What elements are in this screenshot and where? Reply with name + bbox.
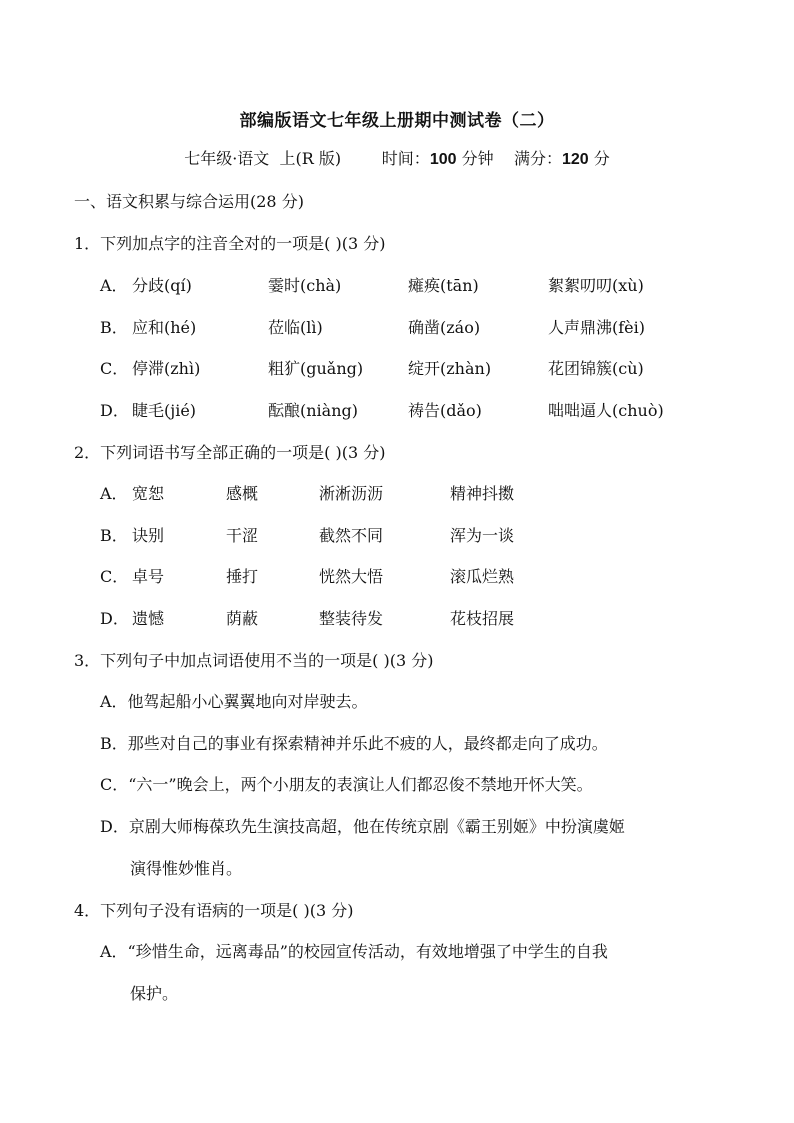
- q3-option-c: C．“六一”晚会上，两个小朋友的表演让人们都忍俊不禁地开怀大笑。: [100, 775, 593, 794]
- question-1-stem: 1．下列加点字的注音全对的一项是( )(3 分): [74, 234, 386, 253]
- option-item: 确凿(záo): [408, 318, 481, 337]
- option-item: 粗犷(guǎng): [268, 359, 364, 378]
- option-label: C．: [100, 567, 129, 586]
- option-item: 花枝招展: [450, 609, 515, 628]
- q3-option-d: D．京剧大师梅葆玖先生演技高超，他在传统京剧《霸王别姬》中扮演虞姬: [100, 817, 625, 836]
- option-item: 感概: [226, 484, 259, 503]
- time-value: 100: [429, 151, 457, 168]
- exam-info: [0, 146, 794, 169]
- score-unit: 分: [588, 149, 610, 168]
- option-item: 淅淅沥沥: [319, 484, 384, 503]
- option-item: 祷告(dǎo): [408, 401, 482, 420]
- option-item: 睫毛(jié): [132, 401, 197, 420]
- option-item: 絮絮叨叨(xù): [548, 276, 644, 295]
- q3-option-b: B．那些对自己的事业有探索精神并乐此不疲的人，最终都走向了成功。: [100, 734, 608, 753]
- option-item: 浑为一谈: [450, 526, 515, 545]
- option-item: 霎时(chà): [268, 276, 342, 295]
- question-3-stem: 3．下列句子中加点词语使用不当的一项是( )(3 分): [74, 651, 434, 670]
- option-item: 酝酿(niàng): [268, 401, 358, 420]
- option-label: A．: [100, 276, 128, 295]
- option-item: 宽恕: [132, 484, 165, 503]
- option-label: D．: [100, 609, 129, 628]
- section-heading: 一、语文积累与综合运用(28 分): [74, 192, 304, 211]
- option-item: 遗憾: [132, 609, 165, 628]
- option-item: 卓号: [132, 567, 165, 586]
- option-label: B．: [100, 526, 128, 545]
- option-item: 应和(hé): [132, 318, 197, 337]
- score-value: 120: [561, 151, 589, 168]
- option-item: 人声鼎沸(fèi): [548, 318, 645, 337]
- option-item: 精神抖擞: [450, 484, 515, 503]
- time-label: 时间：: [381, 149, 430, 168]
- question-4-stem: 4．下列句子没有语病的一项是( )(3 分): [74, 901, 354, 920]
- option-item: 停滞(zhì): [132, 359, 201, 378]
- page-title: 部编版语文七年级上册期中测试卷（二）: [239, 111, 555, 131]
- option-item: 瘫痪(tān): [408, 276, 479, 295]
- q4-option-a-continued: 保护。: [130, 984, 179, 1003]
- score-label: 满分：: [513, 149, 562, 168]
- option-label: D．: [100, 401, 129, 420]
- option-item: 诀别: [132, 526, 165, 545]
- q4-option-a: A．“珍惜生命，远离毒品”的校园宣传活动，有效地增强了中学生的自我: [100, 942, 608, 961]
- option-label: C．: [100, 359, 129, 378]
- option-item: 截然不同: [319, 526, 384, 545]
- option-item: 整装待发: [319, 609, 384, 628]
- question-2-stem: 2．下列词语书写全部正确的一项是( )(3 分): [74, 443, 386, 462]
- q3-option-d-continued: 演得惟妙惟肖。: [130, 859, 243, 878]
- q3-option-a: A．他驾起船小心翼翼地向对岸驶去。: [100, 692, 368, 711]
- option-item: 干涩: [226, 526, 259, 545]
- option-item: 绽开(zhàn): [408, 359, 492, 378]
- option-label: B．: [100, 318, 128, 337]
- option-item: 滚瓜烂熟: [450, 567, 515, 586]
- option-item: 分歧(qí): [132, 276, 192, 295]
- option-item: 咄咄逼人(chuò): [548, 401, 664, 420]
- option-item: 荫蔽: [226, 609, 259, 628]
- option-item: 捶打: [226, 567, 259, 586]
- option-item: 恍然大悟: [319, 567, 384, 586]
- time-unit: 分钟: [456, 149, 494, 168]
- option-label: A．: [100, 484, 128, 503]
- option-item: 莅临(lì): [268, 318, 323, 337]
- grade-info: 七年级·语文 上(R 版): [184, 149, 342, 168]
- option-item: 花团锦簇(cù): [548, 359, 644, 378]
